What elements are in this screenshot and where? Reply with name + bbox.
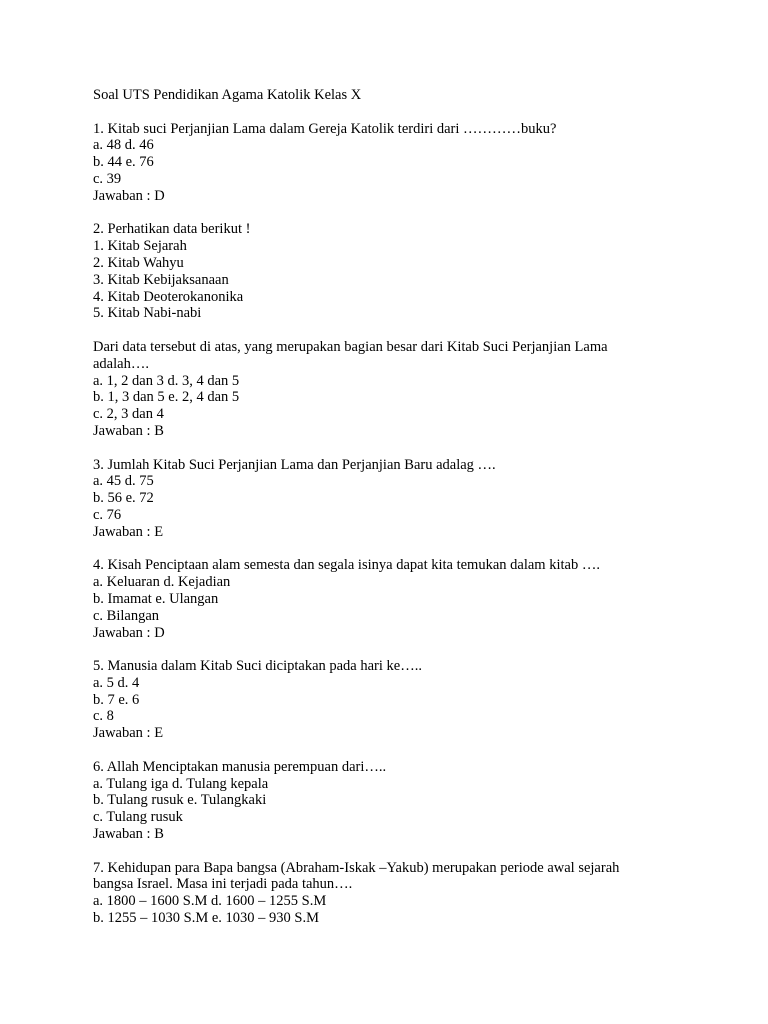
text-line: c. 76 [93,506,122,523]
text-line: Dari data tersebut di atas, yang merupakan bagian besar dari Kitab Suci Perjanjian Lama [93,338,608,355]
document-title: Soal UTS Pendidikan Agama Katolik Kelas X [93,87,362,103]
text-line: a. 1, 2 dan 3 d. 3, 4 dan 5 [93,372,240,389]
text-line: 3. Jumlah Kitab Suci Perjanjian Lama dan Perjanjian Baru adalag …. [93,456,496,473]
text-line: Jawaban : D [93,624,165,641]
text-line: Jawaban : B [93,826,164,843]
text-line: 1. Kitab suci Perjanjian Lama dalam Gereja Katolik terdiri dari …………buku? [93,120,557,137]
text-line: 2. Perhatikan data berikut ! [93,221,251,238]
question-block [93,121,693,205]
text-line: a. Tulang iga d. Tulang kepala [93,775,269,792]
question-block [93,339,693,440]
text-line: b. 1, 3 dan 5 e. 2, 4 dan 5 [93,389,240,406]
text-line: 7. Kehidupan para Bapa bangsa (Abraham-Iskak –Yakub) merupakan periode awal sejarah [93,859,620,876]
text-line: Jawaban : E [93,725,164,742]
text-line: b. 1255 – 1030 S.M e. 1030 – 930 S.M [93,910,319,927]
text-line: b. Imamat e. Ulangan [93,590,219,607]
text-line: c. 39 [93,170,122,187]
text-line: 6. Allah Menciptakan manusia perempuan dari….. [93,758,387,775]
text-line: a. 5 d. 4 [93,674,140,691]
text-line: a. 1800 – 1600 S.M d. 1600 – 1255 S.M [93,893,327,910]
text-line: Jawaban : B [93,422,164,439]
text-line: c. Bilangan [93,607,160,624]
text-line: b. 7 e. 6 [93,691,140,708]
question-block [93,457,693,541]
text-line: Jawaban : D [93,187,165,204]
text-line: 2. Kitab Wahyu [93,254,184,271]
text-line: 3. Kitab Kebijaksanaan [93,271,229,288]
text-line: b. Tulang rusuk e. Tulangkaki [93,792,267,809]
text-line: b. 44 e. 76 [93,154,154,171]
text-line: 4. Kitab Deoterokanonika [93,288,244,305]
text-line: adalah…. [93,355,149,372]
question-block [93,759,693,843]
text-line: Jawaban : E [93,523,164,540]
text-line: 4. Kisah Penciptaan alam semesta dan segala isinya dapat kita temukan dalam kitab …. [93,557,600,574]
text-line: a. Keluaran d. Kejadian [93,574,231,591]
text-line: 5. Kitab Nabi-nabi [93,305,202,322]
question-block [93,221,693,322]
question-block [93,860,693,927]
text-line: a. 48 d. 46 [93,137,154,154]
question-block [93,557,693,641]
question-block [93,658,693,742]
text-line: bangsa Israel. Masa ini terjadi pada tahun…. [93,876,353,893]
text-line: c. Tulang rusuk [93,809,183,826]
document-content [93,87,693,944]
text-line: b. 56 e. 72 [93,490,154,507]
text-line: c. 8 [93,708,114,725]
text-line: c. 2, 3 dan 4 [93,406,164,423]
text-line: a. 45 d. 75 [93,473,154,490]
question-list [93,121,693,927]
text-line: 1. Kitab Sejarah [93,238,187,255]
text-line: 5. Manusia dalam Kitab Suci diciptakan pada hari ke….. [93,658,422,675]
